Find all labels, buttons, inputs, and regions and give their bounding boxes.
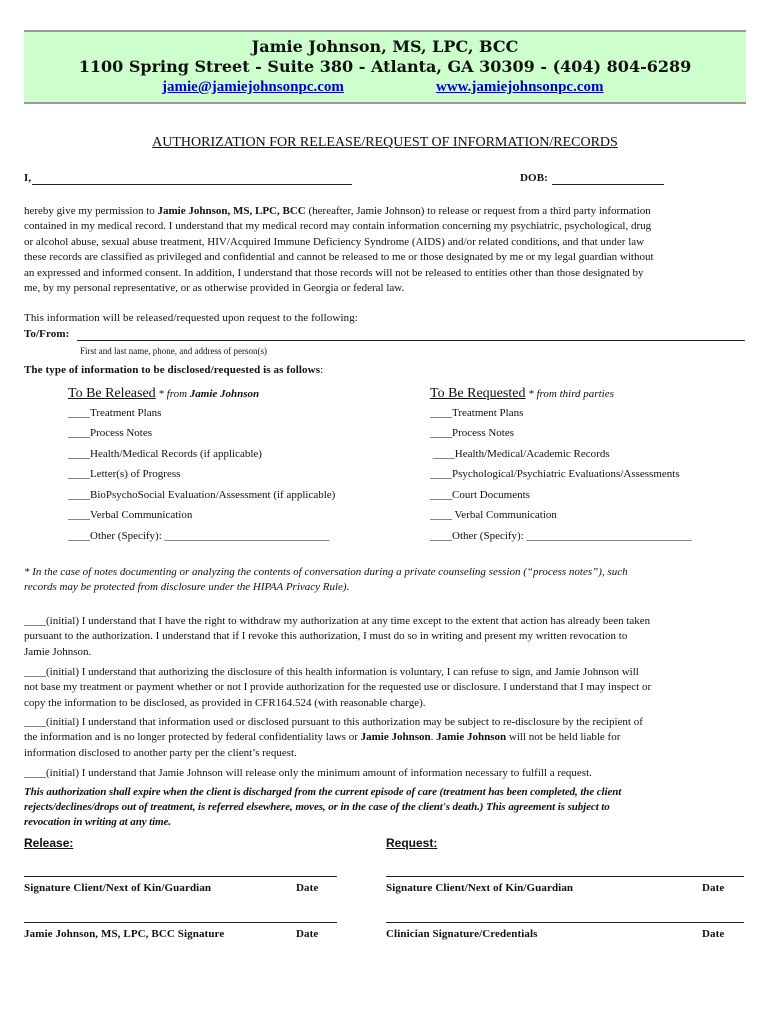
requested-item-other[interactable]: ____Other (Specify): ______________________________ bbox=[430, 530, 692, 542]
requested-heading-row: To Be Requested * from third parties bbox=[430, 386, 614, 401]
released-item-health-records[interactable]: ____Health/Medical Records (if applicable) bbox=[68, 448, 262, 460]
expiration-statement: This authorization shall expire when the client is discharged from the current episode of care (treatment has been completed, the client rejects/declines/drops out of treatment, is referred elsewhere, moves, or in the case of the client's death.) This agreement is subject to revocation in writing at any time. bbox=[24, 786, 622, 828]
initial-statement-minimum[interactable]: ____(initial) I understand that Jamie Johnson will release only the minimum amount of information necessary to fulfill a request. bbox=[24, 767, 592, 779]
requested-item-process-notes[interactable]: ____Process Notes bbox=[430, 427, 515, 439]
dob-field[interactable] bbox=[552, 184, 664, 185]
initial-statement-voluntary[interactable]: ____(initial) I understand that authorizing the disclosure of this health information is voluntary, I can refuse to sign, and Jamie Johnson will not base my treatment or payment whether or not I provide authorization for the requested use or disclosure. I understand that I may inspect or copy the information to be disclosed, as provided in CFR164.524 (with reasonable charge). bbox=[24, 666, 652, 709]
released-item-treatment-plans[interactable]: ____Treatment Plans bbox=[68, 407, 162, 419]
practice-address: 1100 Spring Street - Suite 380 - Atlanta, GA 30309 - (404) 804-6289 bbox=[78, 57, 692, 76]
requested-item-verbal[interactable]: ____ Verbal Communication bbox=[430, 509, 557, 521]
to-from-label: To/From: bbox=[24, 328, 70, 340]
requested-item-treatment-plans[interactable]: ____Treatment Plans bbox=[430, 407, 524, 419]
website-link[interactable]: www.jamiejohnsonpc.com bbox=[436, 79, 604, 95]
practitioner-name: Jamie Johnson, MS, LPC, BCC bbox=[251, 37, 519, 56]
requested-item-evaluations[interactable]: ____Psychological/Psychiatric Evaluations/Assessments bbox=[430, 468, 680, 480]
release-label: Release: bbox=[24, 836, 74, 850]
released-item-process-notes[interactable]: ____Process Notes bbox=[68, 427, 153, 439]
released-item-verbal[interactable]: ____Verbal Communication bbox=[68, 509, 193, 521]
to-from-caption: First and last name, phone, and address of person(s) bbox=[80, 346, 267, 356]
request-client-signature-line[interactable] bbox=[386, 876, 744, 877]
therapist-signature-label: Jamie Johnson, MS, LPC, BCC Signature bbox=[24, 928, 225, 940]
dob-label: DOB: bbox=[520, 172, 548, 184]
request-label: Request: bbox=[386, 836, 438, 850]
clinician-signature-label: Clinician Signature/Credentials bbox=[386, 928, 538, 940]
release-client-signature-line[interactable] bbox=[24, 876, 337, 877]
process-notes-footnote: * In the case of notes documenting or analyzing the contents of conversation during a private counseling session (“process notes”), such records may be protected from disclosure under the HIPAA Privacy Rule). bbox=[24, 566, 628, 593]
release-client-date-label: Date bbox=[296, 882, 319, 894]
info-intro: This information will be released/requested upon request to the following: bbox=[24, 312, 358, 324]
released-heading: To Be Released bbox=[68, 386, 156, 401]
letterhead bbox=[24, 30, 746, 104]
request-client-signature-label: Signature Client/Next of Kin/Guardian bbox=[386, 882, 574, 894]
request-client-date-label: Date bbox=[702, 882, 725, 894]
requested-item-health-records[interactable]: ____Health/Medical/Academic Records bbox=[430, 448, 610, 460]
release-client-signature-label: Signature Client/Next of Kin/Guardian bbox=[24, 882, 212, 894]
released-item-other[interactable]: ____Other (Specify): ______________________________ bbox=[68, 530, 330, 542]
clinician-signature-line[interactable] bbox=[386, 922, 744, 923]
permission-paragraph: hereby give my permission to Jamie Johnson, MS, LPC, BCC (hereafter, Jamie Johnson) to release or request from a third party information contained in my medical record. I understand that my medical record may contain information concerning my psychiatric, psychological, drug or alcohol abuse, sexual abuse treatment, HIV/Acquired Immune Deficiency Syndrome (AIDS) and/or related conditions, and that under law these records are classified as privileged and confidential and cannot be released to me or those designated by me or my legal guardian without an expressed and informed consent. In addition, I understand that those records will not be released to entities other than those designated by me, by my personal representative, or as otherwise provided in Georgia or federal law. bbox=[24, 205, 654, 295]
therapist-signature-line[interactable] bbox=[24, 922, 337, 923]
released-heading-row: To Be Released * from Jamie Johnson bbox=[68, 386, 260, 401]
clinician-date-label: Date bbox=[702, 928, 725, 940]
requested-heading: To Be Requested bbox=[430, 386, 526, 401]
initial-statement-redisclosure[interactable]: ____(initial) I understand that information used or disclosed pursuant to this authorization may be subject to re-disclosure by the recipient of the information and is no longer protected by federal confidentiality laws or Jamie Johnson. Jamie Johnson will not be held liable for information disclosed to another party per the client’s request. bbox=[24, 716, 643, 759]
client-name-field[interactable] bbox=[32, 184, 352, 185]
released-item-letters[interactable]: ____Letter(s) of Progress bbox=[68, 468, 181, 480]
email-link[interactable]: jamie@jamiejohnsonpc.com bbox=[162, 79, 344, 95]
released-item-biopsychosocial[interactable]: ____BioPsychoSocial Evaluation/Assessment (if applicable) bbox=[68, 489, 336, 501]
requested-item-court-documents[interactable]: ____Court Documents bbox=[430, 489, 530, 501]
therapist-date-label: Date bbox=[296, 928, 319, 940]
initial-statement-withdraw[interactable]: ____(initial) I understand that I have the right to withdraw my authorization at any time except to the extent that action has already been taken pursuant to the authorization. I understand that if I revoke this authorization, I must do so in writing and present my written revocation to Jamie Johnson. bbox=[24, 615, 651, 658]
type-label: The type of information to be disclosed/requested is as follows: bbox=[24, 364, 324, 376]
form-title: AUTHORIZATION FOR RELEASE/REQUEST OF INFORMATION/RECORDS bbox=[152, 135, 618, 150]
name-field-label: I, bbox=[24, 172, 32, 184]
to-from-field[interactable] bbox=[77, 340, 745, 341]
